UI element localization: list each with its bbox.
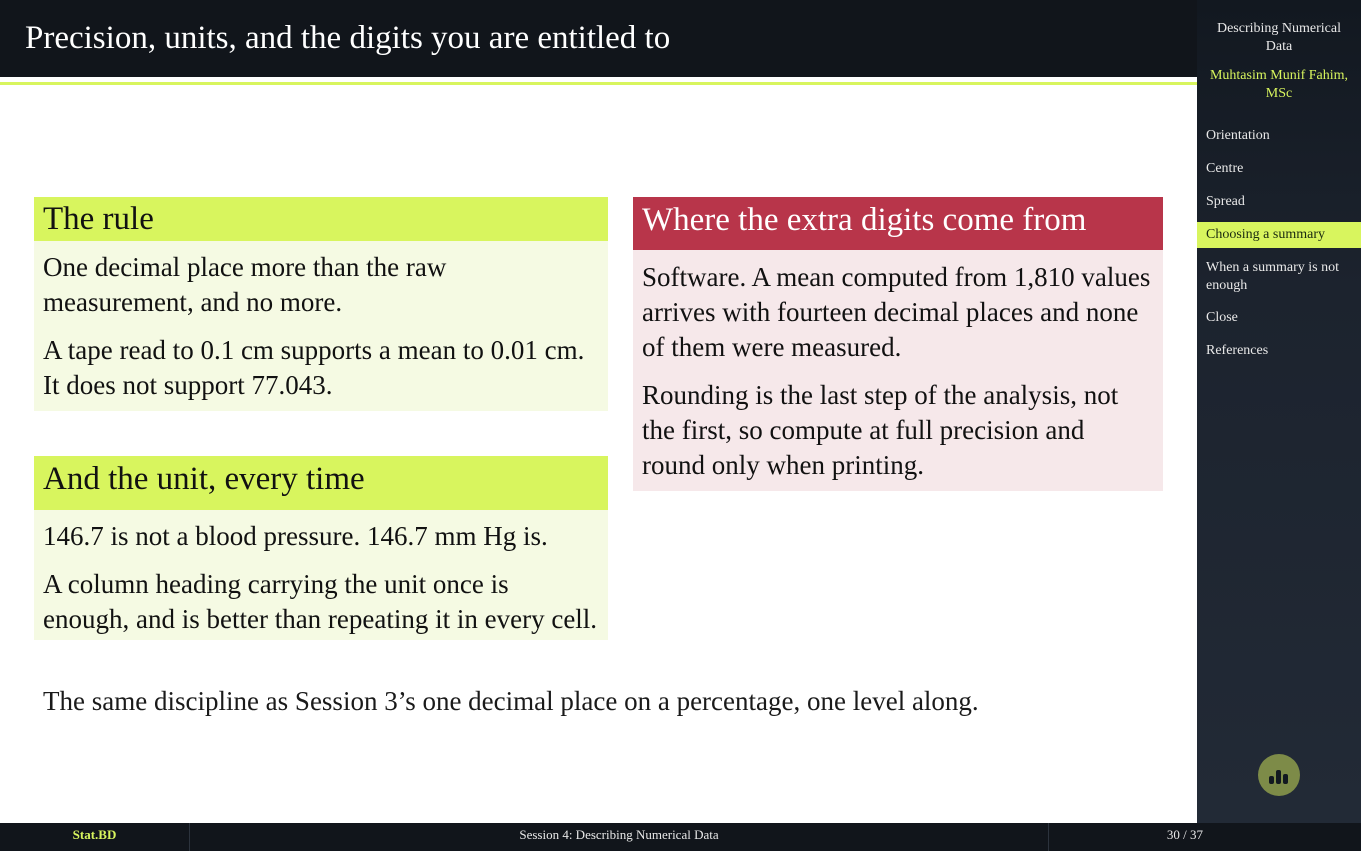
unit-block-title: And the unit, every time bbox=[34, 456, 608, 510]
footer-page-number: 30 / 37 bbox=[1048, 823, 1203, 851]
sidebar-item-spread[interactable]: Spread bbox=[1206, 194, 1245, 209]
extra-digits-block-body bbox=[633, 250, 1163, 491]
sidebar-item-centre[interactable]: Centre bbox=[1206, 161, 1244, 176]
rule-paragraph: One decimal place more than the raw measurement, and no more. bbox=[43, 252, 447, 317]
extra-digits-paragraph: Software. A mean computed from 1,810 values arrives with fourteen decimal places and none of them were measured. bbox=[642, 262, 1151, 362]
rule-paragraph: A tape read to 0.1 cm supports a mean to 0.01 cm. It does not support 77.043. bbox=[43, 335, 585, 400]
slide-footer bbox=[0, 823, 1361, 851]
sidebar-item-when-a-summary-is-not-enough[interactable]: When a summary is not enough bbox=[1206, 260, 1339, 293]
sidebar-item-orientation[interactable]: Orientation bbox=[1206, 128, 1270, 143]
unit-block bbox=[34, 456, 608, 640]
rule-block-title: The rule bbox=[34, 197, 608, 241]
sidebar-author[interactable]: Muhtasim Munif Fahim, MSc bbox=[1209, 68, 1349, 101]
extra-digits-paragraph: Rounding is the last step of the analysis, not the first, so compute at full precision and round only when printing. bbox=[642, 380, 1119, 480]
rule-block bbox=[34, 197, 608, 411]
extra-digits-block-title: Where the extra digits come from bbox=[633, 197, 1163, 250]
unit-block-body bbox=[34, 510, 608, 640]
header-divider bbox=[0, 82, 1197, 85]
rule-block-body bbox=[34, 241, 608, 411]
sidebar-item-choosing-a-summary[interactable]: Choosing a summary bbox=[1197, 222, 1361, 248]
sidebar-nav bbox=[1197, 0, 1361, 823]
footer-session: Session 4: Describing Numerical Data bbox=[519, 827, 719, 842]
extra-digits-block bbox=[633, 197, 1163, 491]
slide-title: Precision, units, and the digits you are entitled to bbox=[25, 20, 671, 56]
footer-brand: Stat.BD bbox=[0, 823, 190, 851]
sidebar-item-references[interactable]: References bbox=[1206, 343, 1269, 358]
slide-footnote: The same discipline as Session 3’s one decimal place on a percentage, one level along. bbox=[43, 686, 979, 716]
sidebar-deck-title[interactable]: Describing Numerical Data bbox=[1216, 21, 1341, 54]
sidebar-item-close[interactable]: Close bbox=[1206, 310, 1238, 325]
unit-paragraph: A column heading carrying the unit once is enough, and is better than repeating it in every cell. bbox=[43, 569, 598, 634]
slide-header bbox=[0, 0, 1197, 77]
unit-paragraph: 146.7 is not a blood pressure. 146.7 mm Hg is. bbox=[43, 521, 548, 551]
bar-chart-logo-icon bbox=[1258, 754, 1300, 796]
